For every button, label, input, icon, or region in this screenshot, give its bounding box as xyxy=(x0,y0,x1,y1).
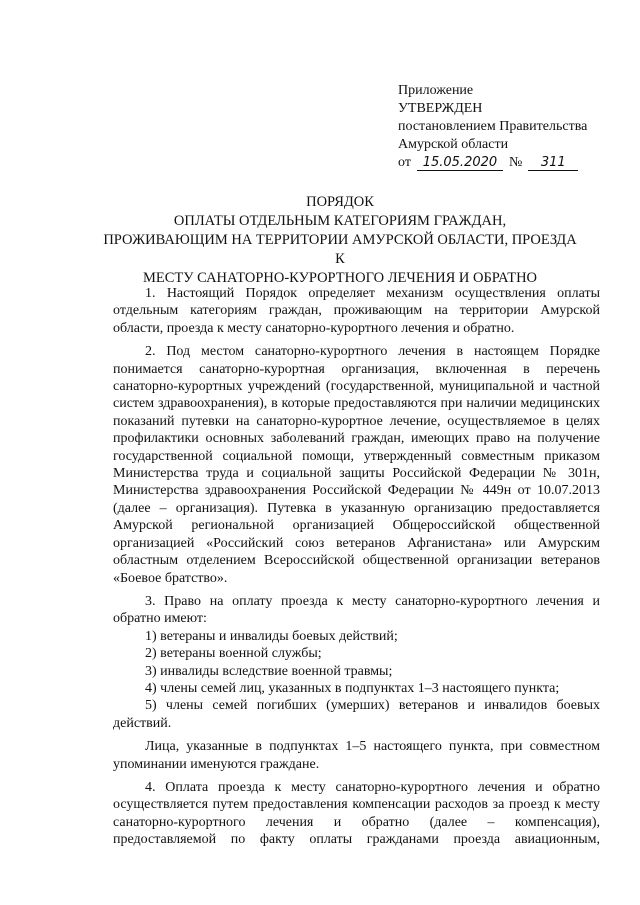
handwritten-date: 15.05.2020 xyxy=(417,155,503,171)
approval-block xyxy=(398,82,618,172)
approval-region: Амурской области xyxy=(398,137,509,152)
paragraph-3: 3. Право на оплату проезда к месту санаторно-курортного лечения и обратно имеют: xyxy=(113,593,600,627)
handwritten-number: 311 xyxy=(528,155,578,171)
title-line-4: МЕСТУ САНАТОРНО-КУРОРТНОГО ЛЕЧЕНИЯ И ОБРАТНО xyxy=(142,270,538,286)
document-title xyxy=(100,193,580,288)
list-item-3: 3) инвалиды вследствие военной травмы; xyxy=(145,663,393,679)
title-line-1: ПОРЯДОК xyxy=(306,194,374,210)
approval-date-line xyxy=(398,154,618,172)
paragraph-3-note: Лица, указанные в подпунктах 1–5 настоящего пункта, при совместном упоминании именуются граждане. xyxy=(113,739,600,772)
paragraph-1: 1. Настоящий Порядок определяет механизм осуществления оплаты отдельным категориям граждан, проживающим на территории Амурской области, проезда к месту санаторно-курортного лечения и обратно. xyxy=(113,286,600,336)
title-line-3: ПРОЖИВАЮЩИМ НА ТЕРРИТОРИИ АМУРСКОЙ ОБЛАСТИ, ПРОЕЗДА К xyxy=(103,232,577,267)
document-body xyxy=(113,285,600,849)
number-label: № xyxy=(508,155,523,170)
title-line-2: ОПЛАТЫ ОТДЕЛЬНЫМ КАТЕГОРИЯМ ГРАЖДАН, xyxy=(173,213,507,229)
list-item-4: 4) члены семей лиц, указанных в подпунктах 1–3 настоящего пункта; xyxy=(145,680,560,696)
list-item-1: 1) ветераны и инвалиды боевых действий; xyxy=(145,628,398,644)
paragraph-4: 4. Оплата проезда к месту санаторно-курортного лечения и обратно осуществляется путем предоставления компенсации расходов за проезд к месту санаторно-курортного лечения и обратно (далее – компенсация), предоставляемой по факту оплаты гражданами проезда авиационным, xyxy=(113,779,600,848)
list-item-2: 2) ветераны военной службы; xyxy=(145,646,322,662)
approval-resolution: постановлением Правительства xyxy=(398,119,588,134)
approval-approved: УТВЕРЖДЕН xyxy=(398,101,483,116)
paragraph-2: 2. Под местом санаторно-курортного лечения в настоящем Порядке понимается санаторно-курортная организация, включенная в перечень санаторно-курортных учреждений (государственной, муниципальной и частной систем здравоохранения), в которые предоставляются при наличии медицинских показаний путевки на санаторно-курортное лечение, осуществляемое в целях профилактики основных заболеваний граждан, имеющих право на получение государственной социальной помощи, утвержденный совместным приказом Министерства труда и социальной защиты Российской Федерации № 301н, Министерства здравоохранения Российской Федерации № 449н от 10.07.2013 (далее – организация). Путевка в указанную организацию предоставляется Амурской региональной организацией Общероссийской общественной организацией «Российский союз ветеранов Афганистана» или Амурским областным отделением Всероссийской общественной организации ветеранов «Боевое братство». xyxy=(113,344,600,586)
approval-appendix: Приложение xyxy=(398,83,474,98)
from-label: от xyxy=(398,155,411,170)
list-item-5: 5) члены семей погибших (умерших) ветеранов и инвалидов боевых действий. xyxy=(113,698,600,731)
